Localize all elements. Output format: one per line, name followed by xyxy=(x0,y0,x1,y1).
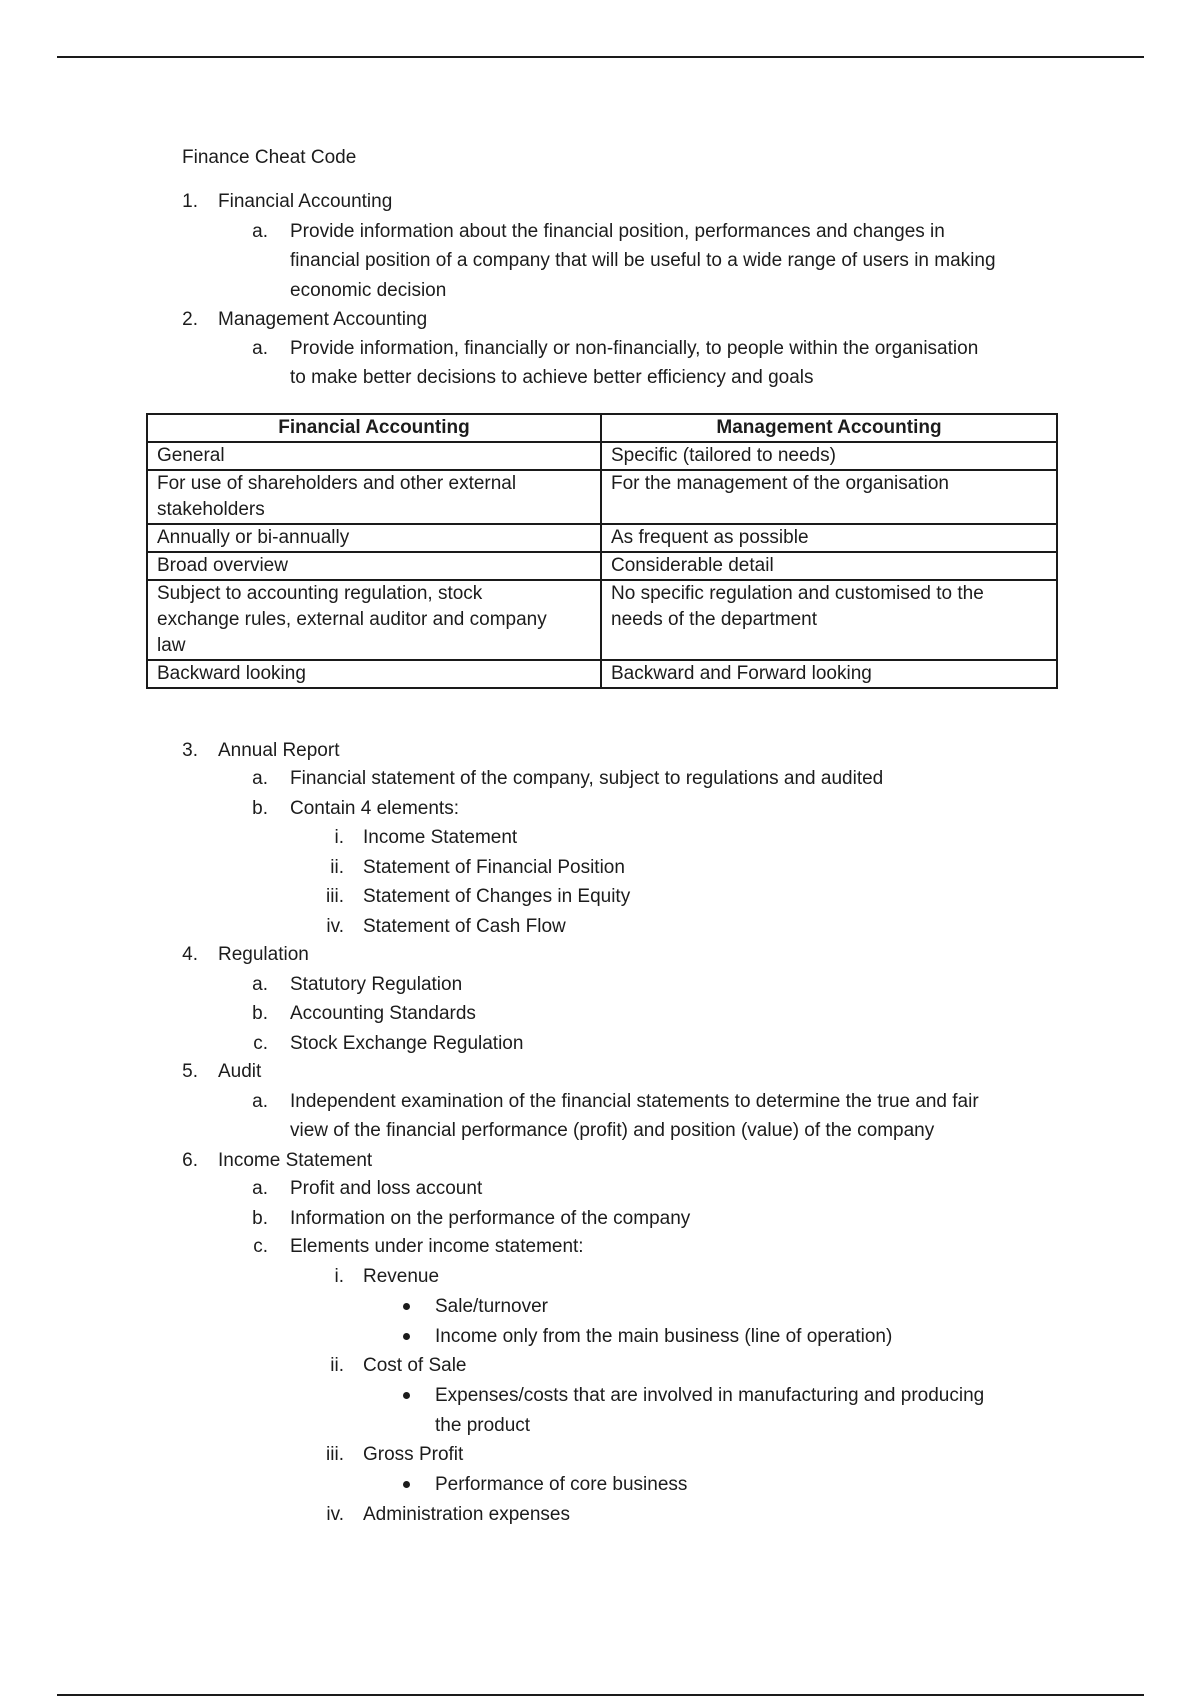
item-line: Independent examination of the financial statements to determine the true and fair xyxy=(290,1091,979,1112)
item-label: a. xyxy=(252,1091,268,1112)
subitem-text: Gross Profit xyxy=(363,1444,464,1465)
table-row xyxy=(147,660,1057,688)
cell-line: No specific regulation and customised to the xyxy=(611,583,984,604)
table-header-row xyxy=(147,414,1057,442)
table-cell xyxy=(147,470,601,524)
comparison-table xyxy=(146,413,1058,689)
bullet-icon xyxy=(403,1392,410,1399)
cell-line: stakeholders xyxy=(157,499,265,520)
item-line: economic decision xyxy=(290,280,447,301)
footer-rule xyxy=(57,1694,1144,1696)
bullet-text: Performance of core business xyxy=(435,1474,688,1495)
section-heading: Regulation xyxy=(218,944,309,965)
item-text: Elements under income statement: xyxy=(290,1236,584,1257)
table-cell: Specific (tailored to needs) xyxy=(601,442,1057,470)
bullet-icon xyxy=(403,1481,410,1488)
header-rule xyxy=(57,56,1144,58)
table-cell: Considerable detail xyxy=(601,552,1057,580)
item-label: c. xyxy=(253,1033,268,1054)
table-row xyxy=(147,552,1057,580)
section-heading: Financial Accounting xyxy=(218,191,393,212)
item-label: a. xyxy=(252,768,268,789)
subitem-text: Income Statement xyxy=(363,827,518,848)
section-number: 3. xyxy=(182,740,198,761)
table-cell: Backward and Forward looking xyxy=(601,660,1057,688)
table-row xyxy=(147,470,1057,524)
subitem-label: iii. xyxy=(326,1444,344,1465)
cell-line: Subject to accounting regulation, stock xyxy=(157,583,483,604)
subitem-label: i. xyxy=(334,1266,344,1287)
subitem-label: ii. xyxy=(330,1355,344,1376)
subitem-text: Statement of Financial Position xyxy=(363,857,625,878)
item-line: Provide information, financially or non-financially, to people within the organisation xyxy=(290,338,979,359)
table-cell: For the management of the organisation xyxy=(601,470,1057,524)
subitem-text: Statement of Changes in Equity xyxy=(363,886,631,907)
table-cell: Broad overview xyxy=(147,552,601,580)
subitem-label: i. xyxy=(334,827,344,848)
item-text: Accounting Standards xyxy=(290,1003,476,1024)
item-text: Information on the performance of the company xyxy=(290,1208,691,1229)
section-heading: Management Accounting xyxy=(218,309,428,330)
table-row xyxy=(147,580,1057,660)
item-line: to make better decisions to achieve better efficiency and goals xyxy=(290,367,814,388)
table-row xyxy=(147,442,1057,470)
item-line: view of the financial performance (profit) and position (value) of the company xyxy=(290,1120,935,1141)
item-label: a. xyxy=(252,221,268,242)
cell-line: needs of the department xyxy=(611,609,817,630)
bullet-icon xyxy=(403,1303,410,1310)
item-text: Profit and loss account xyxy=(290,1178,483,1199)
bullet-text: Expenses/costs that are involved in manufacturing and producing xyxy=(435,1385,985,1406)
item-label: a. xyxy=(252,974,268,995)
section-heading: Income Statement xyxy=(218,1150,373,1171)
bullet-icon xyxy=(403,1333,410,1340)
cell-line: law xyxy=(157,635,186,656)
cell-line: For use of shareholders and other external xyxy=(157,473,517,494)
section-number: 4. xyxy=(182,944,198,965)
bullet-text: Sale/turnover xyxy=(435,1296,549,1317)
table-header-cell: Financial Accounting xyxy=(147,414,601,442)
subitem-label: iv. xyxy=(326,1504,344,1525)
table-cell: Annually or bi-annually xyxy=(147,524,601,552)
table-cell: General xyxy=(147,442,601,470)
bullet-text: Income only from the main business (line of operation) xyxy=(435,1326,893,1347)
table-cell: Backward looking xyxy=(147,660,601,688)
section-heading: Annual Report xyxy=(218,740,340,761)
item-label: a. xyxy=(252,1178,268,1199)
subitem-text: Statement of Cash Flow xyxy=(363,916,566,937)
table-cell xyxy=(601,580,1057,660)
item-line: Provide information about the financial position, performances and changes in xyxy=(290,221,945,242)
section-number: 6. xyxy=(182,1150,198,1171)
bullet-text: the product xyxy=(435,1415,531,1436)
subitem-text: Administration expenses xyxy=(363,1504,570,1525)
doc-title: Finance Cheat Code xyxy=(182,147,357,168)
table-cell: As frequent as possible xyxy=(601,524,1057,552)
subitem-label: ii. xyxy=(330,857,344,878)
item-text: Statutory Regulation xyxy=(290,974,463,995)
section-number: 1. xyxy=(182,191,198,212)
item-text: Stock Exchange Regulation xyxy=(290,1033,524,1054)
table-row xyxy=(147,524,1057,552)
table-cell xyxy=(147,580,601,660)
cell-line: exchange rules, external auditor and company xyxy=(157,609,547,630)
item-label: b. xyxy=(252,1003,268,1024)
section-number: 5. xyxy=(182,1061,198,1082)
subitem-text: Cost of Sale xyxy=(363,1355,467,1376)
item-label: b. xyxy=(252,798,268,819)
section-heading: Audit xyxy=(218,1061,262,1082)
section-number: 2. xyxy=(182,309,198,330)
subitem-text: Revenue xyxy=(363,1266,440,1287)
subitem-label: iii. xyxy=(326,886,344,907)
table-header-cell: Management Accounting xyxy=(601,414,1057,442)
item-text: Contain 4 elements: xyxy=(290,798,459,819)
item-line: financial position of a company that will be useful to a wide range of users in making xyxy=(290,250,996,271)
item-text: Financial statement of the company, subject to regulations and audited xyxy=(290,768,884,789)
item-label: a. xyxy=(252,338,268,359)
subitem-label: iv. xyxy=(326,916,344,937)
item-label: b. xyxy=(252,1208,268,1229)
item-label: c. xyxy=(253,1236,268,1257)
